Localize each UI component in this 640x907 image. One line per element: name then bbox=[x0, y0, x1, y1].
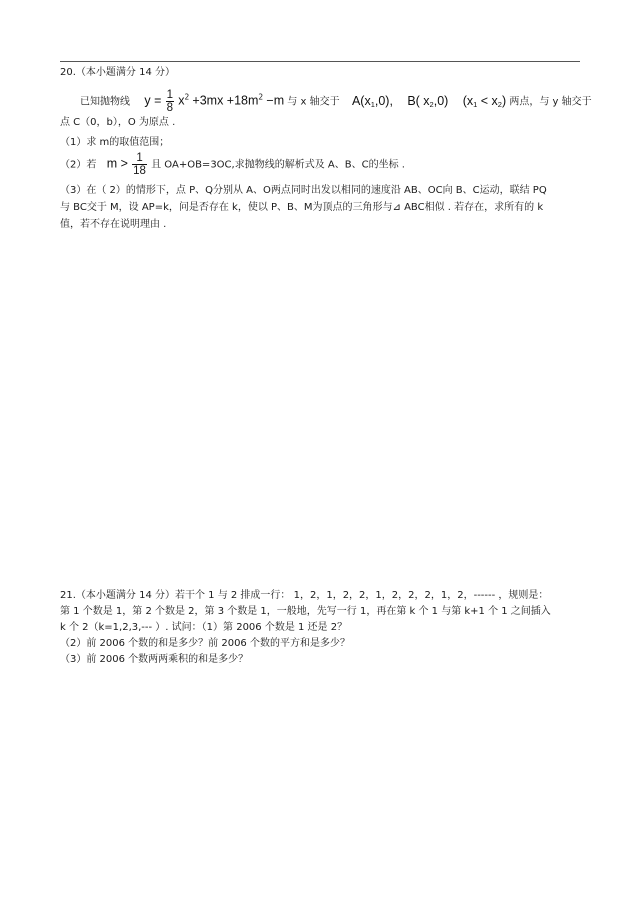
fraction-denominator: 18 bbox=[133, 165, 146, 177]
q21-line2: 第 1 个数是 1，第 2 个数是 2，第 3 个数是 1，一般地，先写一行 1，再在第 k 个 1 与第 k+1 个 1 之间插入 bbox=[60, 606, 551, 617]
exponent: 2 bbox=[258, 92, 264, 102]
fraction-numerator: 1 bbox=[166, 89, 173, 101]
inequality-m: m > bbox=[106, 156, 128, 171]
q20-part1: （1）求 m的取值范围； bbox=[60, 137, 170, 148]
q20-statement-line1 bbox=[80, 89, 592, 114]
exponent: 2 bbox=[184, 92, 190, 102]
q20-part3-line2: 与 BC交于 M，设 AP=k，问是否存在 k，使以 P、B、M为顶点的三角形与⊿ ABC相似 . 若存在，求所有的 k bbox=[60, 202, 544, 213]
q20-intro-text: 已知抛物线 bbox=[80, 96, 130, 108]
condition-x1-lt-x2: $(x_1 < x_2)$ bbox=[462, 93, 507, 109]
equation-middle: +3mx +18m bbox=[192, 93, 259, 108]
q20-part3-line3: 值，若不存在说明理由 . bbox=[60, 219, 167, 230]
q21-line1: 21.（本小题满分 14 分）若干个 1 与 2 排成一行： 1，2，1，2，2，1，2，2，2，1，2，------ ，规则是： bbox=[60, 590, 549, 601]
point-b: B( $x_2,0$) bbox=[407, 93, 449, 109]
fraction-denominator: 8 bbox=[166, 102, 173, 114]
fraction-numerator: 1 bbox=[132, 152, 147, 165]
q20-header: 20.（本小题满分 14 分） bbox=[60, 67, 175, 78]
q20-statement-line2: 点 C（0，b），O 为原点 . bbox=[60, 117, 176, 128]
fraction-one-eighteenth bbox=[132, 152, 147, 177]
top-rule bbox=[60, 61, 580, 62]
q20-intro-end: 两点，与 y 轴交于 bbox=[509, 96, 592, 108]
q20-part2-prefix: （2）若 bbox=[60, 159, 97, 171]
q21-line4: （2）前 2006 个数的和是多少？前 2006 个数的平方和是多少？ bbox=[60, 638, 350, 649]
q20-part2 bbox=[60, 152, 405, 177]
q20-part2-text: 且 OA+OB=3OC,求抛物线的解析式及 A、B、C的坐标 . bbox=[151, 159, 405, 171]
q21-line5: （3）前 2006 个数两两乘积的和是多少？ bbox=[60, 654, 249, 665]
fraction-one-eighth bbox=[166, 89, 174, 114]
q20-intersect-text: 与 x 轴交于 bbox=[287, 96, 340, 108]
q21-line3: k 个 2（k=1,2,3,--- ）. 试问：（1）第 2006 个数是 1 还是 2？ bbox=[60, 622, 348, 633]
point-a: $A(x_1,0)$, bbox=[351, 93, 393, 109]
equation-tail: −m bbox=[266, 93, 285, 108]
equation-y: y = bbox=[144, 93, 162, 108]
equation-x: x bbox=[178, 93, 185, 108]
q20-part3-line1: （3）在（ 2）的情形下，点 P、Q分别从 A、O两点同时出发以相同的速度沿 AB、OC向 B、C运动，联结 PQ bbox=[60, 185, 547, 196]
